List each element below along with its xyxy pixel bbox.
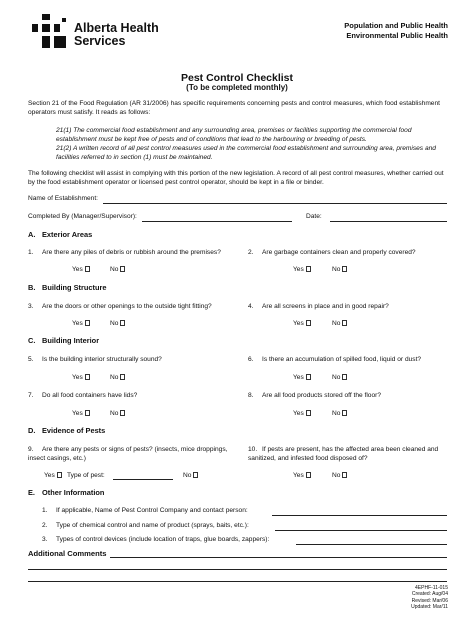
q4-yes-option[interactable]: Yes [293, 320, 311, 328]
date-field[interactable] [330, 221, 447, 222]
regulation-21-2: 21(2) A written record of all pest control measures used in the commercial food establishment and surrounding area, premises and facilities referred to in section (1) must be maintained. [56, 145, 436, 161]
completed-by-field[interactable] [142, 221, 292, 222]
checkbox-icon[interactable] [342, 266, 347, 272]
q7-yes-option[interactable]: Yes [72, 410, 90, 418]
question-2: 2. Are garbage containers clean and properly covered? [248, 249, 416, 256]
q6-yes-option[interactable]: Yes [293, 374, 311, 382]
logo-line-1: Alberta Health [74, 21, 159, 35]
checkbox-icon[interactable] [306, 374, 311, 380]
q1-yes-option[interactable]: Yes [72, 266, 90, 274]
checkbox-icon[interactable] [120, 266, 125, 272]
question-4: 4. Are all screens in place and in good repair? [248, 303, 389, 310]
intro-paragraph: Section 21 of the Food Regulation (AR 31/2006) has specific requirements concerning pests and control measures, which food establishment operators must satisfy. It reads as follows: [28, 100, 440, 116]
question-7: 7. Do all food containers have lids? [28, 392, 138, 399]
other-info-3-label: 3. Types of control devices (include location of traps, glue boards, zappers): [42, 536, 270, 543]
checkbox-icon[interactable] [306, 266, 311, 272]
additional-comments-line-1[interactable] [110, 557, 447, 558]
q9-no-option[interactable]: No [183, 472, 198, 480]
page-title: Pest Control Checklist [180, 72, 294, 84]
section-e-heading: E. Other Information [28, 488, 105, 497]
checkbox-icon[interactable] [306, 320, 311, 326]
other-info-2-label: 2. Type of chemical control and name of product (sprays, baits, etc.): [42, 522, 249, 529]
instructions-paragraph: The following checklist will assist in complying with this portion of the new legislation. A record of all pest control measures, whether carried out by the food establishment operator or licensed pest control operator, should be kept in a file or binder. [28, 170, 444, 186]
establishment-name-label: Name of Establishment: [28, 195, 98, 202]
type-of-pest-field[interactable] [113, 479, 173, 480]
question-3: 3. Are the doors or other openings to the outside tight fitting? [28, 303, 212, 310]
logo-line-2: Services [74, 34, 126, 48]
created-date: Created: Aug/04 [411, 591, 448, 598]
q1-no-option[interactable]: No [110, 266, 125, 274]
form-footer [411, 585, 448, 611]
date-label: Date: [306, 213, 322, 220]
checkbox-icon[interactable] [85, 266, 90, 272]
checkbox-icon[interactable] [85, 374, 90, 380]
checkbox-icon[interactable] [306, 472, 311, 478]
pest-control-company-field[interactable] [272, 515, 447, 516]
chemical-control-field[interactable] [275, 530, 447, 531]
section-d-heading: D. Evidence of Pests [28, 426, 106, 435]
regulation-21-1: 21(1) The commercial food establishment and any surrounding area, premises or facilities supporting the commercial food establishment must be kept free of pests and of conditions that lead to the harbouring or breeding of pests. [56, 127, 412, 143]
q7-no-option[interactable]: No [110, 410, 125, 418]
section-b-heading: B. Building Structure [28, 283, 107, 292]
question-6: 6. Is there an accumulation of spilled food, liquid or dust? [248, 356, 422, 363]
completed-by-label: Completed By (Manager/Supervisor): [28, 213, 137, 220]
question-8: 8. Are all food products stored off the floor? [248, 392, 382, 399]
type-of-pest-label: Type of pest: [67, 472, 105, 479]
checkbox-icon[interactable] [306, 410, 311, 416]
checkbox-icon[interactable] [120, 374, 125, 380]
additional-comments-line-3[interactable] [28, 581, 447, 582]
logo-cross-icon [32, 14, 66, 48]
q5-yes-option[interactable]: Yes [72, 374, 90, 382]
updated-date: Updated: Mar/11 [411, 604, 448, 611]
checkbox-icon[interactable] [85, 320, 90, 326]
q3-no-option[interactable]: No [110, 320, 125, 328]
checkbox-icon[interactable] [342, 410, 347, 416]
q10-no-option[interactable]: No [332, 472, 347, 480]
dept-line-2: Environmental Public Health [346, 31, 448, 40]
section-c-heading: C. Building Interior [28, 336, 100, 345]
question-5: 5. Is the building interior structurally sound? [28, 356, 162, 363]
question-10: 10. If pests are present, has the affected area been cleaned and sanitized, and infested food disposed of? [248, 446, 439, 462]
section-a-heading: A. Exterior Areas [28, 230, 93, 239]
page-subtitle: (To be completed monthly) [186, 83, 288, 92]
q6-no-option[interactable]: No [332, 374, 347, 382]
department-heading [344, 21, 448, 41]
q3-yes-option[interactable]: Yes [72, 320, 90, 328]
question-9: 9. Are there any pests or signs of pests? (insects, mice droppings, insect casings, etc.) [28, 446, 228, 462]
establishment-name-field[interactable] [103, 203, 447, 204]
q2-no-option[interactable]: No [332, 266, 347, 274]
checkbox-icon[interactable] [120, 410, 125, 416]
q2-yes-option[interactable]: Yes [293, 266, 311, 274]
revised-date: Revised: Mar/06 [411, 597, 448, 604]
q5-no-option[interactable]: No [110, 374, 125, 382]
checkbox-icon[interactable] [120, 320, 125, 326]
control-devices-field[interactable] [296, 544, 447, 545]
form-code: 4EPHF-11-015 [415, 585, 448, 591]
checkbox-icon[interactable] [85, 410, 90, 416]
question-1: 1. Are there any piles of debris or rubbish around the premises? [28, 249, 221, 256]
checkbox-icon[interactable] [342, 320, 347, 326]
q8-no-option[interactable]: No [332, 410, 347, 418]
additional-comments-heading: Additional Comments [28, 549, 107, 558]
additional-comments-line-2[interactable] [28, 569, 447, 570]
q10-yes-option[interactable]: Yes [293, 472, 311, 480]
checkbox-icon[interactable] [342, 472, 347, 478]
other-info-1-label: 1. If applicable, Name of Pest Control Company and contact person: [42, 507, 248, 514]
checkbox-icon[interactable] [342, 374, 347, 380]
checkbox-icon[interactable] [57, 472, 62, 478]
q8-yes-option[interactable]: Yes [293, 410, 311, 418]
logo-text [74, 22, 159, 48]
q4-no-option[interactable]: No [332, 320, 347, 328]
dept-line-1: Population and Public Health [344, 21, 448, 30]
checkbox-icon[interactable] [193, 472, 198, 478]
q9-yes-option[interactable]: Yes [44, 472, 62, 480]
